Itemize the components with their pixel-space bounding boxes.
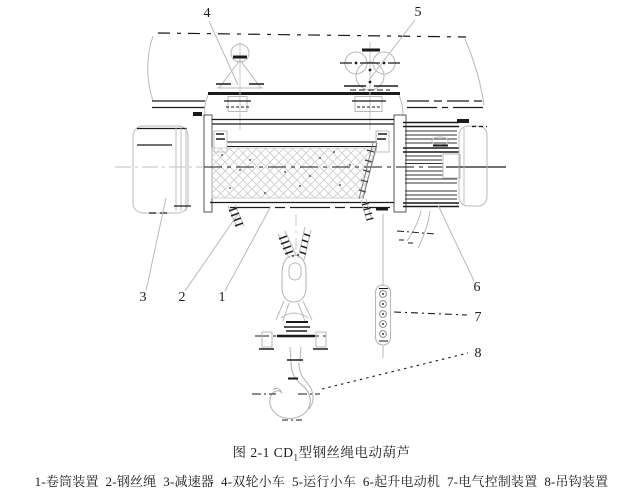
leader-7 <box>394 312 467 315</box>
leader-lines <box>146 20 474 389</box>
part-number-8: 8 <box>474 346 482 361</box>
part-number-1: 1 <box>218 290 226 305</box>
part-number-7: 7 <box>474 310 482 325</box>
part-number-2: 2 <box>178 290 186 305</box>
ibeam-rail <box>148 33 484 108</box>
pendant-control <box>376 214 391 358</box>
caption-title-prefix: 图 2-1 CD <box>232 445 294 460</box>
hoist-motor <box>397 119 506 248</box>
figure-parts-note: 1-卷筒装置 2-钢丝绳 3-减速器 4-双轮小车 5-运行小车 6-起升电动机 7-电气控制装置 8-吊钩装置 <box>34 473 609 489</box>
leader-3 <box>146 198 166 291</box>
double-wheel-trolley <box>216 42 264 130</box>
figure-caption <box>0 443 643 491</box>
part-number-4: 4 <box>203 6 211 21</box>
leader-8 <box>322 353 468 389</box>
leader-2 <box>185 214 238 291</box>
travelling-trolley <box>340 42 400 130</box>
caption-title-subscript: 1 <box>293 452 299 463</box>
part-number-6: 6 <box>473 280 481 295</box>
rope-drum <box>115 115 446 212</box>
leader-6 <box>438 205 474 281</box>
leader-4 <box>209 21 238 85</box>
caption-title-suffix: 型钢丝绳电动葫芦 <box>298 445 411 460</box>
part-number-5: 5 <box>414 5 422 20</box>
leader-1 <box>225 206 271 291</box>
part-number-3: 3 <box>139 290 147 305</box>
hook-assembly <box>252 214 328 420</box>
figure-caption-title <box>0 443 643 468</box>
